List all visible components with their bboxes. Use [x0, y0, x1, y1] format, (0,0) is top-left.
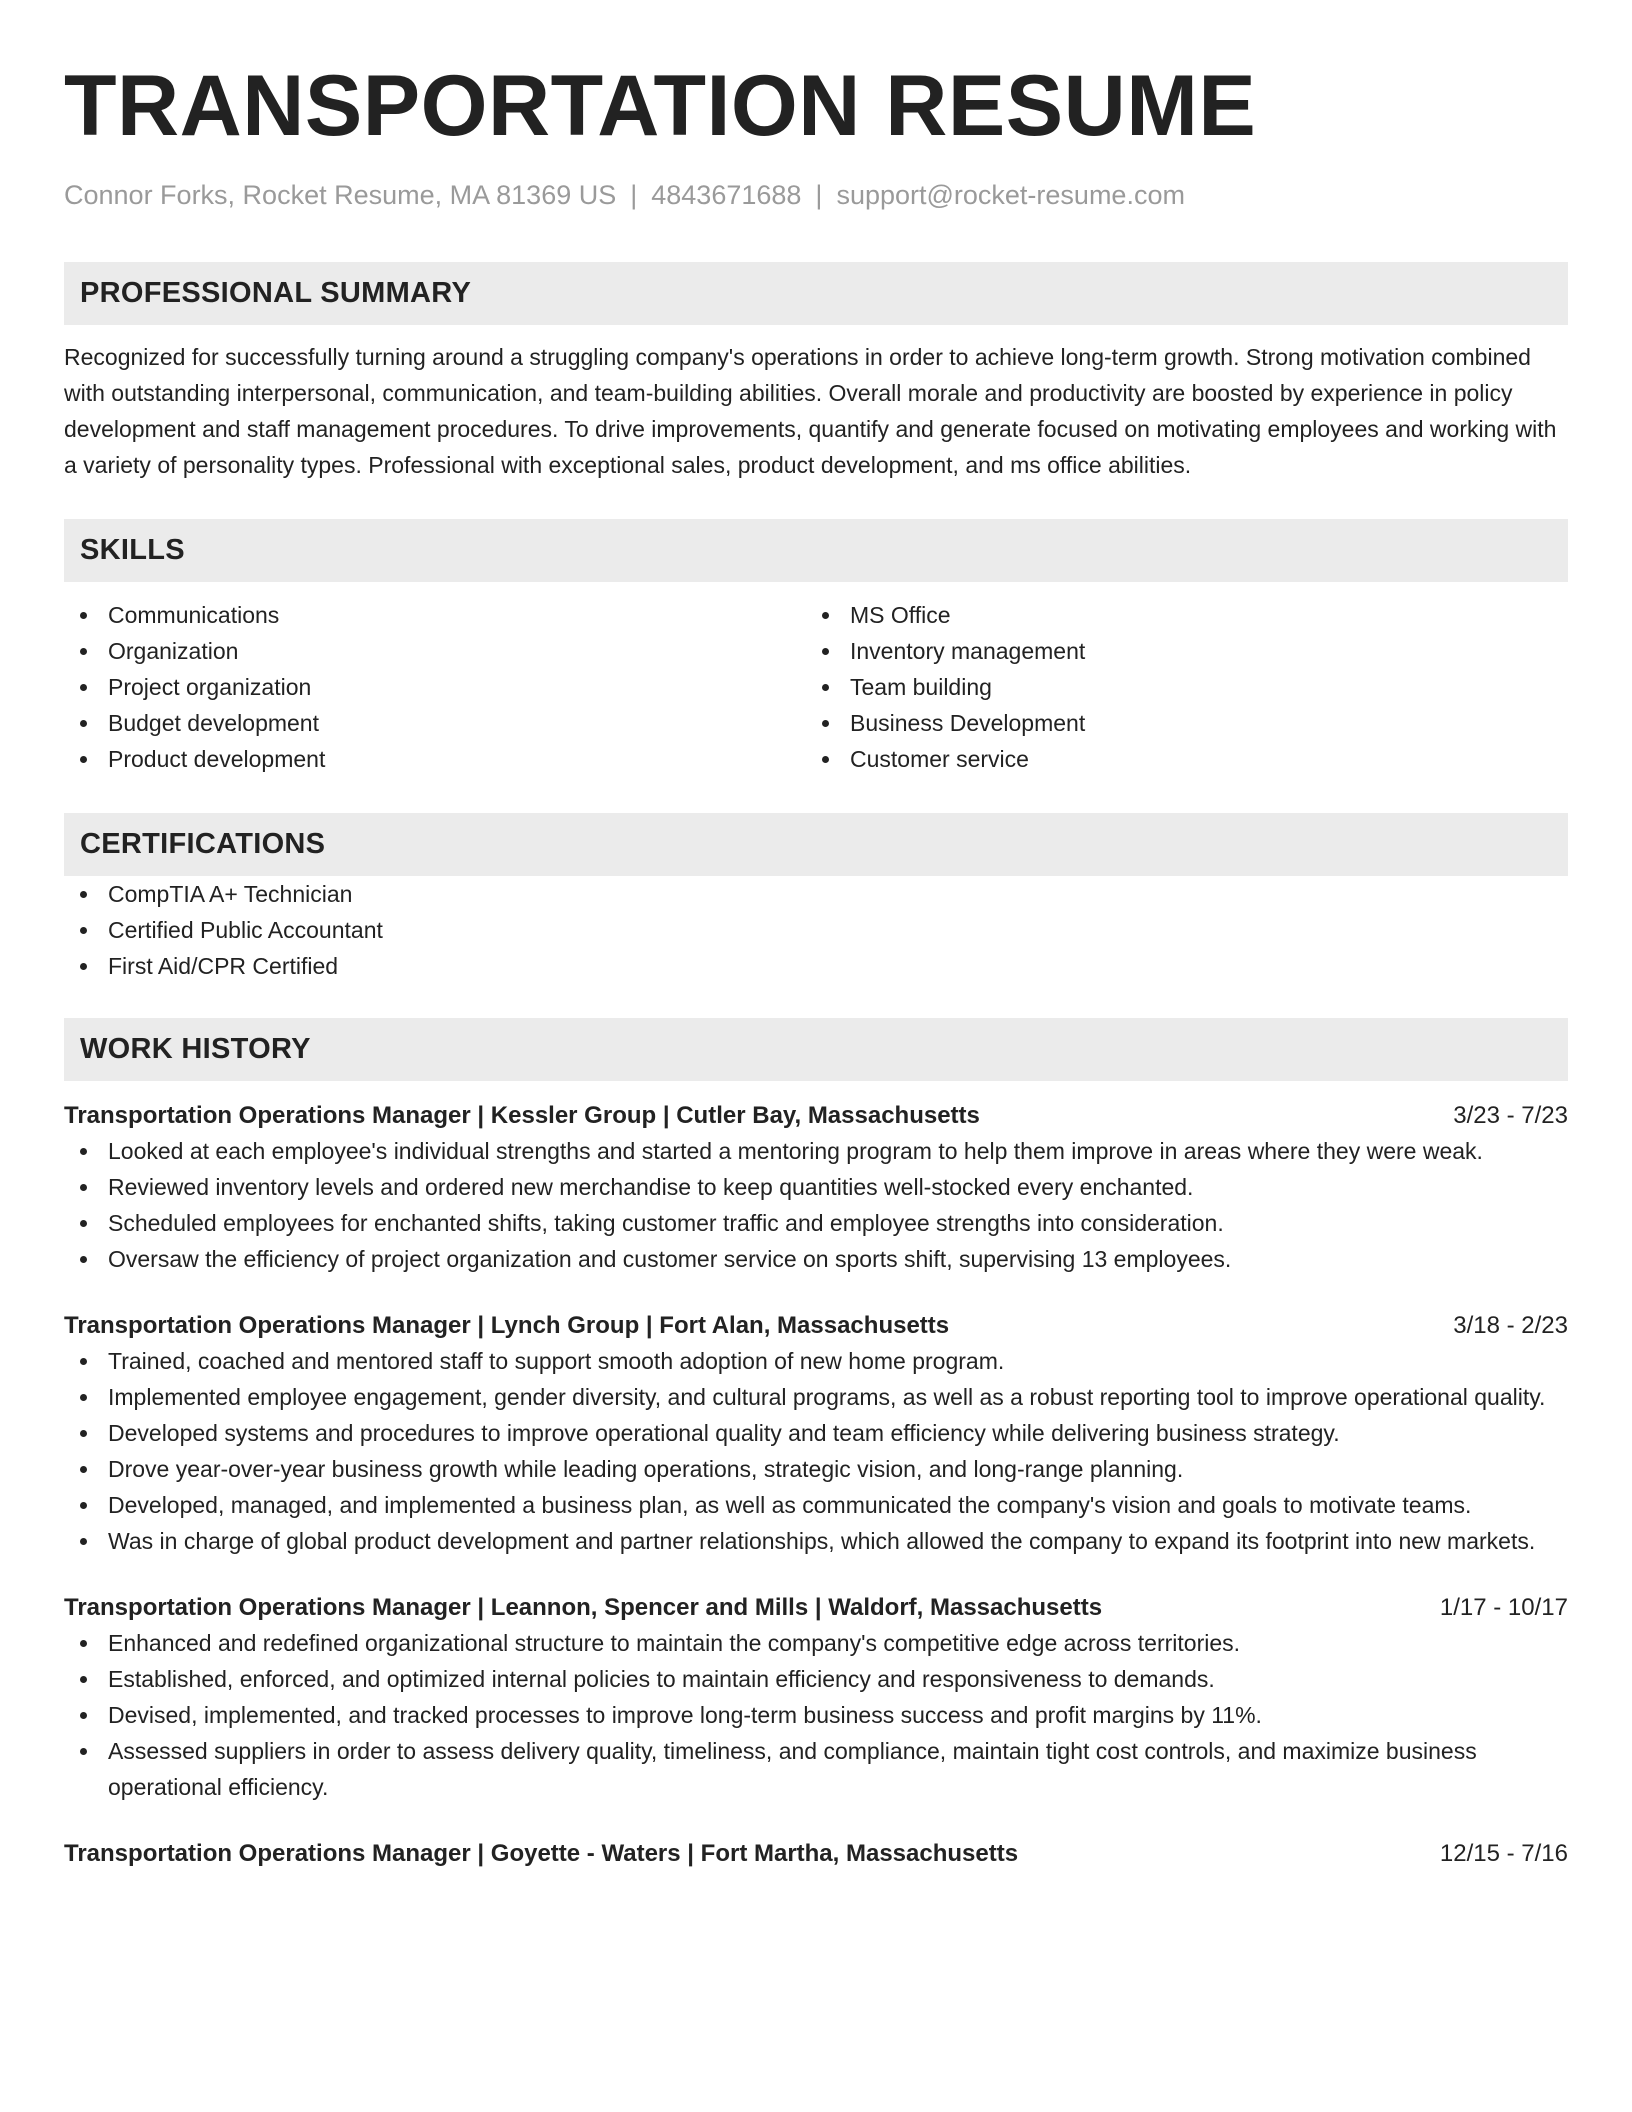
job-entry [64, 1099, 1568, 1277]
certification-item: First Aid/CPR Certified [64, 948, 1568, 984]
job-dates: 3/23 - 7/23 [1453, 1102, 1568, 1129]
contact-email: support@rocket-resume.com [836, 180, 1185, 210]
contact-phone: 4843671688 [651, 180, 802, 210]
resume-title: TRANSPORTATION RESUME [64, 58, 1257, 154]
skill-item: Product development [64, 741, 806, 777]
certifications-list [64, 876, 1568, 984]
job-dates: 1/17 - 10/17 [1439, 1594, 1568, 1621]
job-header [64, 1837, 1568, 1871]
skill-item: Budget development [64, 705, 806, 741]
certification-item: CompTIA A+ Technician [64, 876, 1568, 912]
job-header [64, 1591, 1568, 1625]
skills-list-left [64, 597, 806, 777]
job-header [64, 1309, 1568, 1343]
contact-separator: | [630, 180, 638, 210]
job-title: Transportation Operations Manager | Lynch Group | Fort Alan, Massachusetts [64, 1312, 950, 1339]
job-bullet: Enhanced and redefined organizational structure to maintain the company's competitive edge across territories. [64, 1625, 1568, 1661]
job-bullet: Developed systems and procedures to improve operational quality and team efficiency while delivering business strategy. [64, 1415, 1568, 1451]
job-bullet: Oversaw the efficiency of project organization and customer service on sports shift, supervising 13 employees. [64, 1241, 1568, 1277]
resume-page [64, 0, 1568, 1871]
job-bullet: Assessed suppliers in order to assess delivery quality, timeliness, and compliance, maintain tight cost controls, and maximize business operational efficiency. [64, 1733, 1568, 1805]
job-entry [64, 1837, 1568, 1871]
section-header-certifications: CERTIFICATIONS [64, 813, 1568, 876]
job-bullet: Implemented employee engagement, gender diversity, and cultural programs, as well as a robust reporting tool to improve operational quality. [64, 1379, 1568, 1415]
job-bullets [64, 1133, 1568, 1277]
job-header [64, 1099, 1568, 1133]
summary-text: Recognized for successfully turning around a struggling company's operations in order to achieve long-term growth. Strong motivation combined with outstanding interpersonal, communication, and team-building abilities. Overall morale and productivity are boosted by experience in policy development and staff management procedures. To drive improvements, quantify and generate focused on motivating employees and working with a variety of personality types. Professional with exceptional sales, product development, and ms office abilities. [64, 344, 1557, 478]
job-title: Transportation Operations Manager | Kessler Group | Cutler Bay, Massachusetts [64, 1102, 980, 1129]
contact-line [64, 178, 1568, 212]
skill-item: Customer service [806, 741, 1548, 777]
job-entry [64, 1591, 1568, 1805]
section-header-summary: PROFESSIONAL SUMMARY [64, 262, 1568, 325]
job-entry [64, 1309, 1568, 1559]
contact-separator: | [815, 180, 823, 210]
job-dates: 3/18 - 2/23 [1453, 1312, 1568, 1339]
job-bullet: Established, enforced, and optimized internal policies to maintain efficiency and responsiveness to demands. [64, 1661, 1568, 1697]
job-bullets [64, 1343, 1568, 1559]
job-bullet: Scheduled employees for enchanted shifts, taking customer traffic and employee strengths into consideration. [64, 1205, 1568, 1241]
skill-item: MS Office [806, 597, 1548, 633]
job-title: Transportation Operations Manager | Leannon, Spencer and Mills | Waldorf, Massachusetts [64, 1594, 1103, 1621]
skill-item: Organization [64, 633, 806, 669]
work-history-list [64, 1099, 1568, 1871]
job-bullets [64, 1625, 1568, 1805]
job-title: Transportation Operations Manager | Goyette - Waters | Fort Martha, Massachusetts [64, 1840, 1019, 1867]
certification-item: Certified Public Accountant [64, 912, 1568, 948]
skill-item: Team building [806, 669, 1548, 705]
skill-item: Communications [64, 597, 806, 633]
section-header-skills: SKILLS [64, 519, 1568, 582]
job-bullet: Reviewed inventory levels and ordered new merchandise to keep quantities well-stocked every enchanted. [64, 1169, 1568, 1205]
skill-item: Inventory management [806, 633, 1548, 669]
job-bullet: Trained, coached and mentored staff to support smooth adoption of new home program. [64, 1343, 1568, 1379]
job-bullet: Was in charge of global product development and partner relationships, which allowed the company to expand its footprint into new markets. [64, 1523, 1568, 1559]
skills-columns [64, 597, 1568, 777]
contact-address: Connor Forks, Rocket Resume, MA 81369 US [64, 180, 617, 210]
skill-item: Project organization [64, 669, 806, 705]
skill-item: Business Development [806, 705, 1548, 741]
job-bullet: Devised, implemented, and tracked processes to improve long-term business success and profit margins by 11%. [64, 1697, 1568, 1733]
section-header-work-history: WORK HISTORY [64, 1018, 1568, 1081]
job-bullet: Developed, managed, and implemented a business plan, as well as communicated the company's vision and goals to motivate teams. [64, 1487, 1568, 1523]
job-dates: 12/15 - 7/16 [1439, 1840, 1568, 1867]
job-bullet: Drove year-over-year business growth while leading operations, strategic vision, and long-range planning. [64, 1451, 1568, 1487]
skills-list-right [806, 597, 1548, 777]
job-bullet: Looked at each employee's individual strengths and started a mentoring program to help them improve in areas where they were weak. [64, 1133, 1568, 1169]
